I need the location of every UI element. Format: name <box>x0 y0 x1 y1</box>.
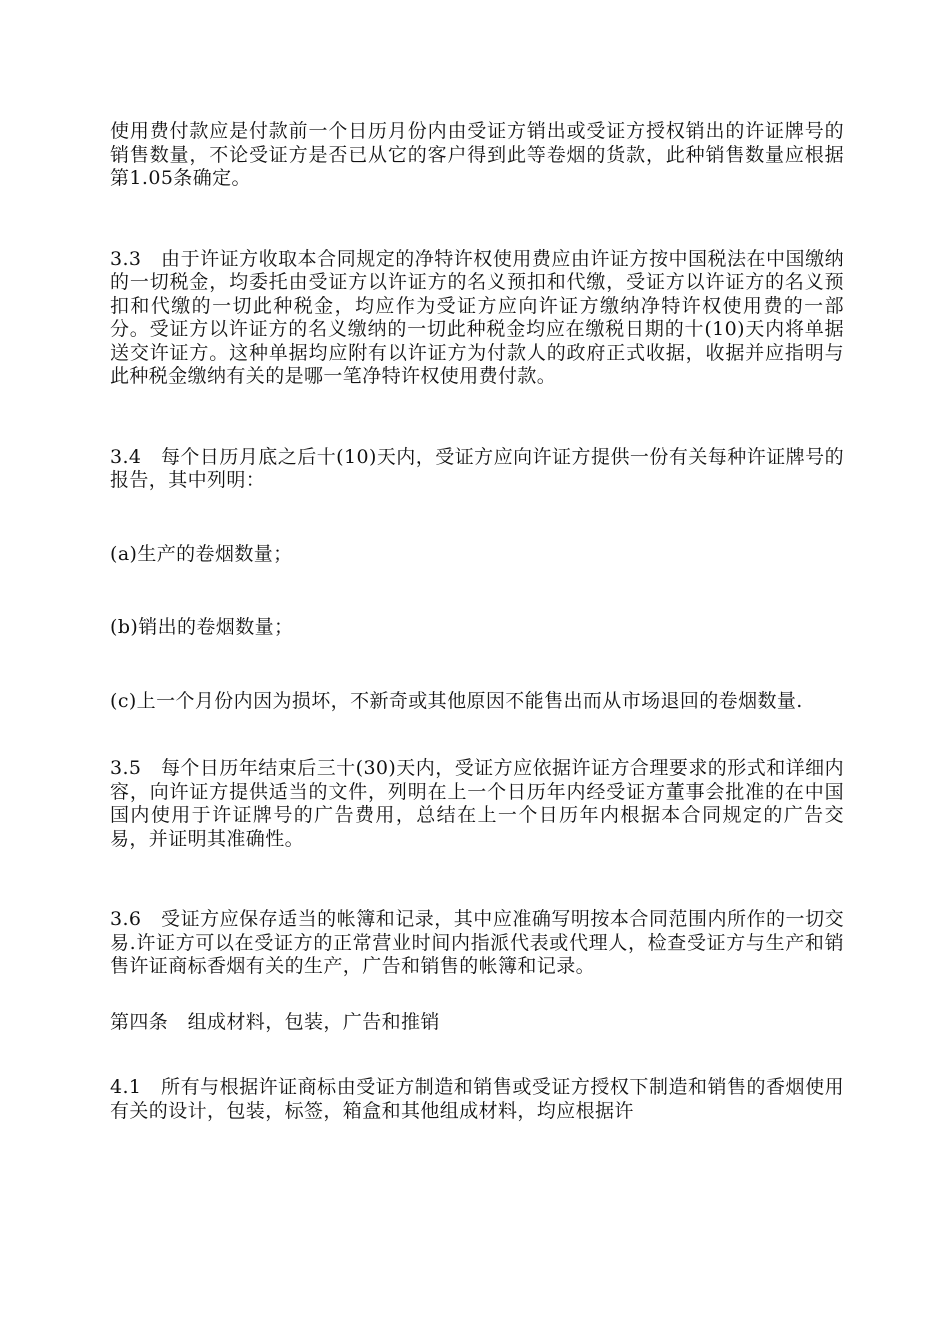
list-item-c: (c)上一个月份内因为损坏，不新奇或其他原因不能售出而从市场退回的卷烟数量. <box>110 689 803 712</box>
paragraph-4-1: 4.1 所有与根据许证商标由受证方制造和销售或受证方授权下制造和销售的香烟使用有关的设计，包装，标签，箱盒和其他组成材料，均应根据许 <box>110 1076 844 1122</box>
list-item-b: (b)销出的卷烟数量； <box>110 616 294 638</box>
paragraph-3-5: 3.5 每个日历年结束后三十(30)天内，受证方应依据许证方合理要求的形式和详细内容，向许证方提供适当的文件，列明在上一个日历年内经受证方董事会批准的在中国国内使用于许证牌号的广告费用，总结在上一个日历年内根据本合同规定的广告交易，并证明其准确性。 <box>110 757 844 850</box>
paragraph-3-4: 3.4 每个日历月底之后十(10)天内，受证方应向许证方提供一份有关每种许证牌号的报告，其中列明： <box>110 445 844 491</box>
list-item-a: (a)生产的卷烟数量； <box>110 542 293 565</box>
document-page <box>110 120 844 1123</box>
paragraph-3-3: 3.3 由于许证方收取本合同规定的净特许权使用费应由许证方按中国税法在中国缴纳的一切税金，均委托由受证方以许证方的名义预扣和代缴，受证方以许证方的名义预扣和代缴的一切此种税金，均应作为受证方应向许证方缴纳净特许权使用费的一部分。受证方以许证方的名义缴纳的一切此种税金均应在缴税日期的十(10)天内将单据送交许证方。这种单据均应附有以许证方为付款人的政府正式收据，收据并应指明与此种税金缴纳有关的是哪一笔净特许权使用费付款。 <box>110 247 844 387</box>
paragraph-royalty-basis: 使用费付款应是付款前一个日历月份内由受证方销出或受证方授权销出的许证牌号的销售数量，不论受证方是否已从它的客户得到此等卷烟的货款，此种销售数量应根据第1.05条确定。 <box>110 120 844 189</box>
paragraph-3-6: 3.6 受证方应保存适当的帐簿和记录，其中应准确写明按本合同范围内所作的一切交易.许证方可以在受证方的正常营业时间内指派代表或代理人，检查受证方与生产和销售许证商标香烟有关的生产，广告和销售的帐簿和记录。 <box>110 908 844 977</box>
article-4-heading: 第四条 组成材料，包装，广告和推销 <box>110 1010 440 1033</box>
